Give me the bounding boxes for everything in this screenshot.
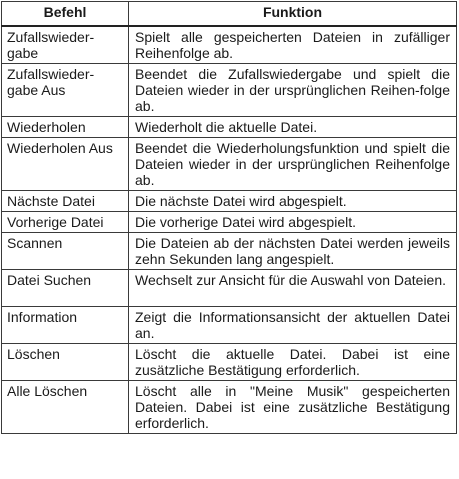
function-text: Beendet die Zufallswiedergabe und spielt die Dateien wieder in der ursprünglichen Reihen-folge ab. <box>135 66 450 114</box>
function-text: Beendet die Wiederholungsfunktion und spielt die Dateien wieder in der ursprünglichen Reihenfolge ab. <box>135 140 450 188</box>
table-row <box>2 344 457 381</box>
command-cell <box>2 117 129 138</box>
command-cell <box>2 307 129 344</box>
command-cell <box>2 381 129 434</box>
command-text: Nächste Datei <box>7 193 95 209</box>
command-text: Vorherige Datei <box>7 214 104 230</box>
command-text: Zufallswieder- gabe <box>7 29 95 61</box>
function-text: Die nächste Datei wird abgespielt. <box>135 193 347 209</box>
command-text: Datei Suchen <box>7 272 92 288</box>
command-text: Scannen <box>7 235 63 251</box>
table-row <box>2 212 457 233</box>
command-cell <box>2 212 129 233</box>
function-cell <box>129 191 457 212</box>
command-cell <box>2 233 129 270</box>
function-text: Löscht alle in "Meine Musik" gespeicherten Dateien. Dabei ist eine zusätzliche Bestätigung erforderlich. <box>135 383 450 431</box>
command-cell <box>2 26 129 64</box>
command-cell <box>2 191 129 212</box>
command-text: Alle Löschen <box>7 383 88 399</box>
function-text: Wechselt zur Ansicht für die Auswahl von Dateien. <box>135 272 447 288</box>
function-text: Zeigt die Informationsansicht der aktuellen Datei an. <box>135 309 450 341</box>
command-text: Wiederholen <box>7 119 86 135</box>
command-cell <box>2 64 129 117</box>
function-text: Löscht die aktuelle Datei. Dabei ist eine zusätzliche Bestätigung erforderlich. <box>135 346 450 378</box>
column-header-command: Befehl <box>2 2 129 27</box>
function-cell <box>129 26 457 64</box>
table-row <box>2 117 457 138</box>
function-cell <box>129 212 457 233</box>
column-header-function: Funktion <box>129 2 457 27</box>
table-row <box>2 381 457 434</box>
command-cell <box>2 138 129 191</box>
function-cell <box>129 117 457 138</box>
function-cell <box>129 64 457 117</box>
function-text: Die vorherige Datei wird abgespielt. <box>135 214 356 230</box>
table-row <box>2 138 457 191</box>
command-cell <box>2 270 129 307</box>
table-row <box>2 64 457 117</box>
function-cell <box>129 381 457 434</box>
function-cell <box>129 233 457 270</box>
table-row <box>2 191 457 212</box>
command-cell <box>2 344 129 381</box>
command-text: Löschen <box>7 346 60 362</box>
table-row <box>2 233 457 270</box>
function-cell <box>129 344 457 381</box>
function-text: Die Dateien ab der nächsten Datei werden jeweils zehn Sekunden lang angespielt. <box>135 235 450 267</box>
command-text: Zufallswieder- gabe Aus <box>7 66 95 98</box>
table-row <box>2 307 457 344</box>
command-table <box>1 1 457 434</box>
table-row <box>2 270 457 307</box>
command-text: Information <box>7 309 78 325</box>
function-cell <box>129 307 457 344</box>
table-header-row <box>2 2 457 27</box>
command-text: Wiederholen Aus <box>7 140 113 156</box>
function-cell <box>129 270 457 307</box>
function-cell <box>129 138 457 191</box>
function-text: Wiederholt die aktuelle Datei. <box>135 119 318 135</box>
table-row <box>2 26 457 64</box>
function-text: Spielt alle gespeicherten Dateien in zufälliger Reihenfolge ab. <box>135 29 450 61</box>
